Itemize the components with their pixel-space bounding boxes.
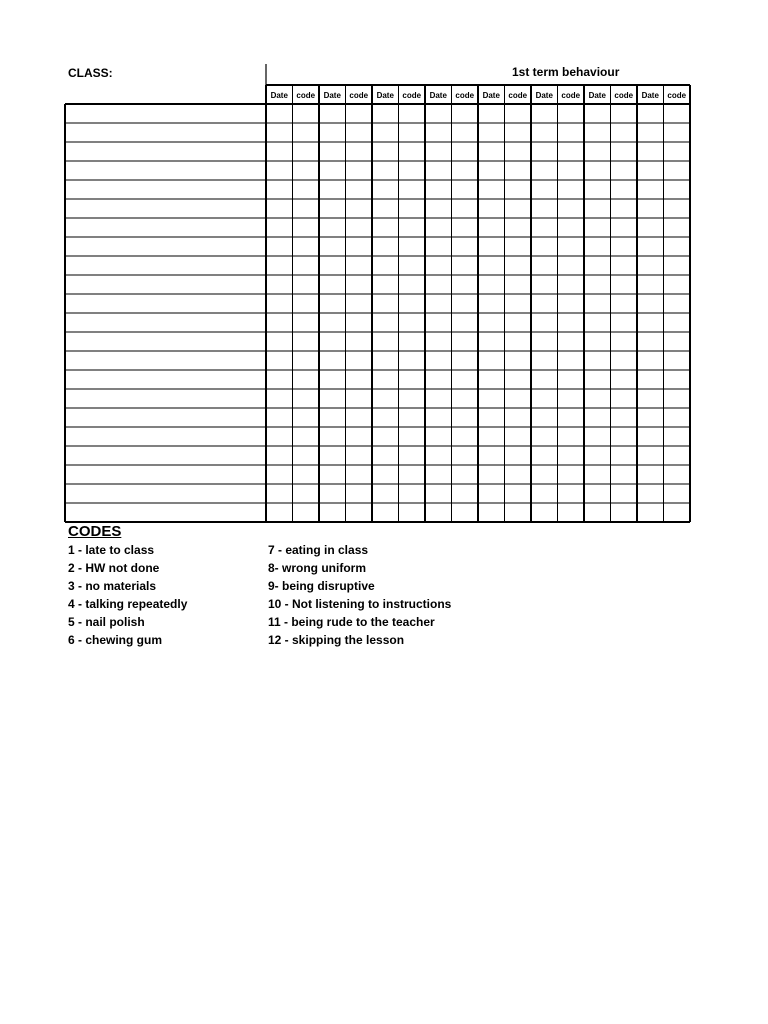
code-item: 7 - eating in class	[268, 543, 369, 557]
code-header: code	[508, 91, 528, 100]
date-header: Date	[641, 91, 659, 100]
codes-title: CODES	[68, 523, 122, 540]
code-header: code	[296, 91, 316, 100]
code-item: 2 - HW not done	[68, 561, 160, 575]
date-header: Date	[588, 91, 606, 100]
date-header: Date	[270, 91, 288, 100]
code-item: 11 - being rude to the teacher	[268, 615, 435, 629]
code-item: 5 - nail polish	[68, 615, 145, 629]
date-header: Date	[535, 91, 553, 100]
date-header: Date	[376, 91, 394, 100]
code-header: code	[667, 91, 687, 100]
code-item: 1 - late to class	[68, 543, 155, 557]
date-header: Date	[429, 91, 447, 100]
code-header: code	[614, 91, 634, 100]
code-item: 10 - Not listening to instructions	[268, 597, 452, 611]
date-header: Date	[323, 91, 341, 100]
code-item: 9- being disruptive	[268, 579, 375, 593]
term-title: 1st term behaviour	[512, 65, 620, 79]
code-header: code	[455, 91, 475, 100]
class-label: CLASS:	[68, 66, 113, 80]
code-header: code	[561, 91, 581, 100]
code-header: code	[349, 91, 369, 100]
code-item: 8- wrong uniform	[268, 561, 366, 575]
code-header: code	[402, 91, 422, 100]
code-item: 12 - skipping the lesson	[268, 633, 405, 647]
code-item: 3 - no materials	[68, 579, 157, 593]
code-item: 4 - talking repeatedly	[68, 597, 188, 611]
date-header: Date	[482, 91, 500, 100]
code-item: 6 - chewing gum	[68, 633, 163, 647]
